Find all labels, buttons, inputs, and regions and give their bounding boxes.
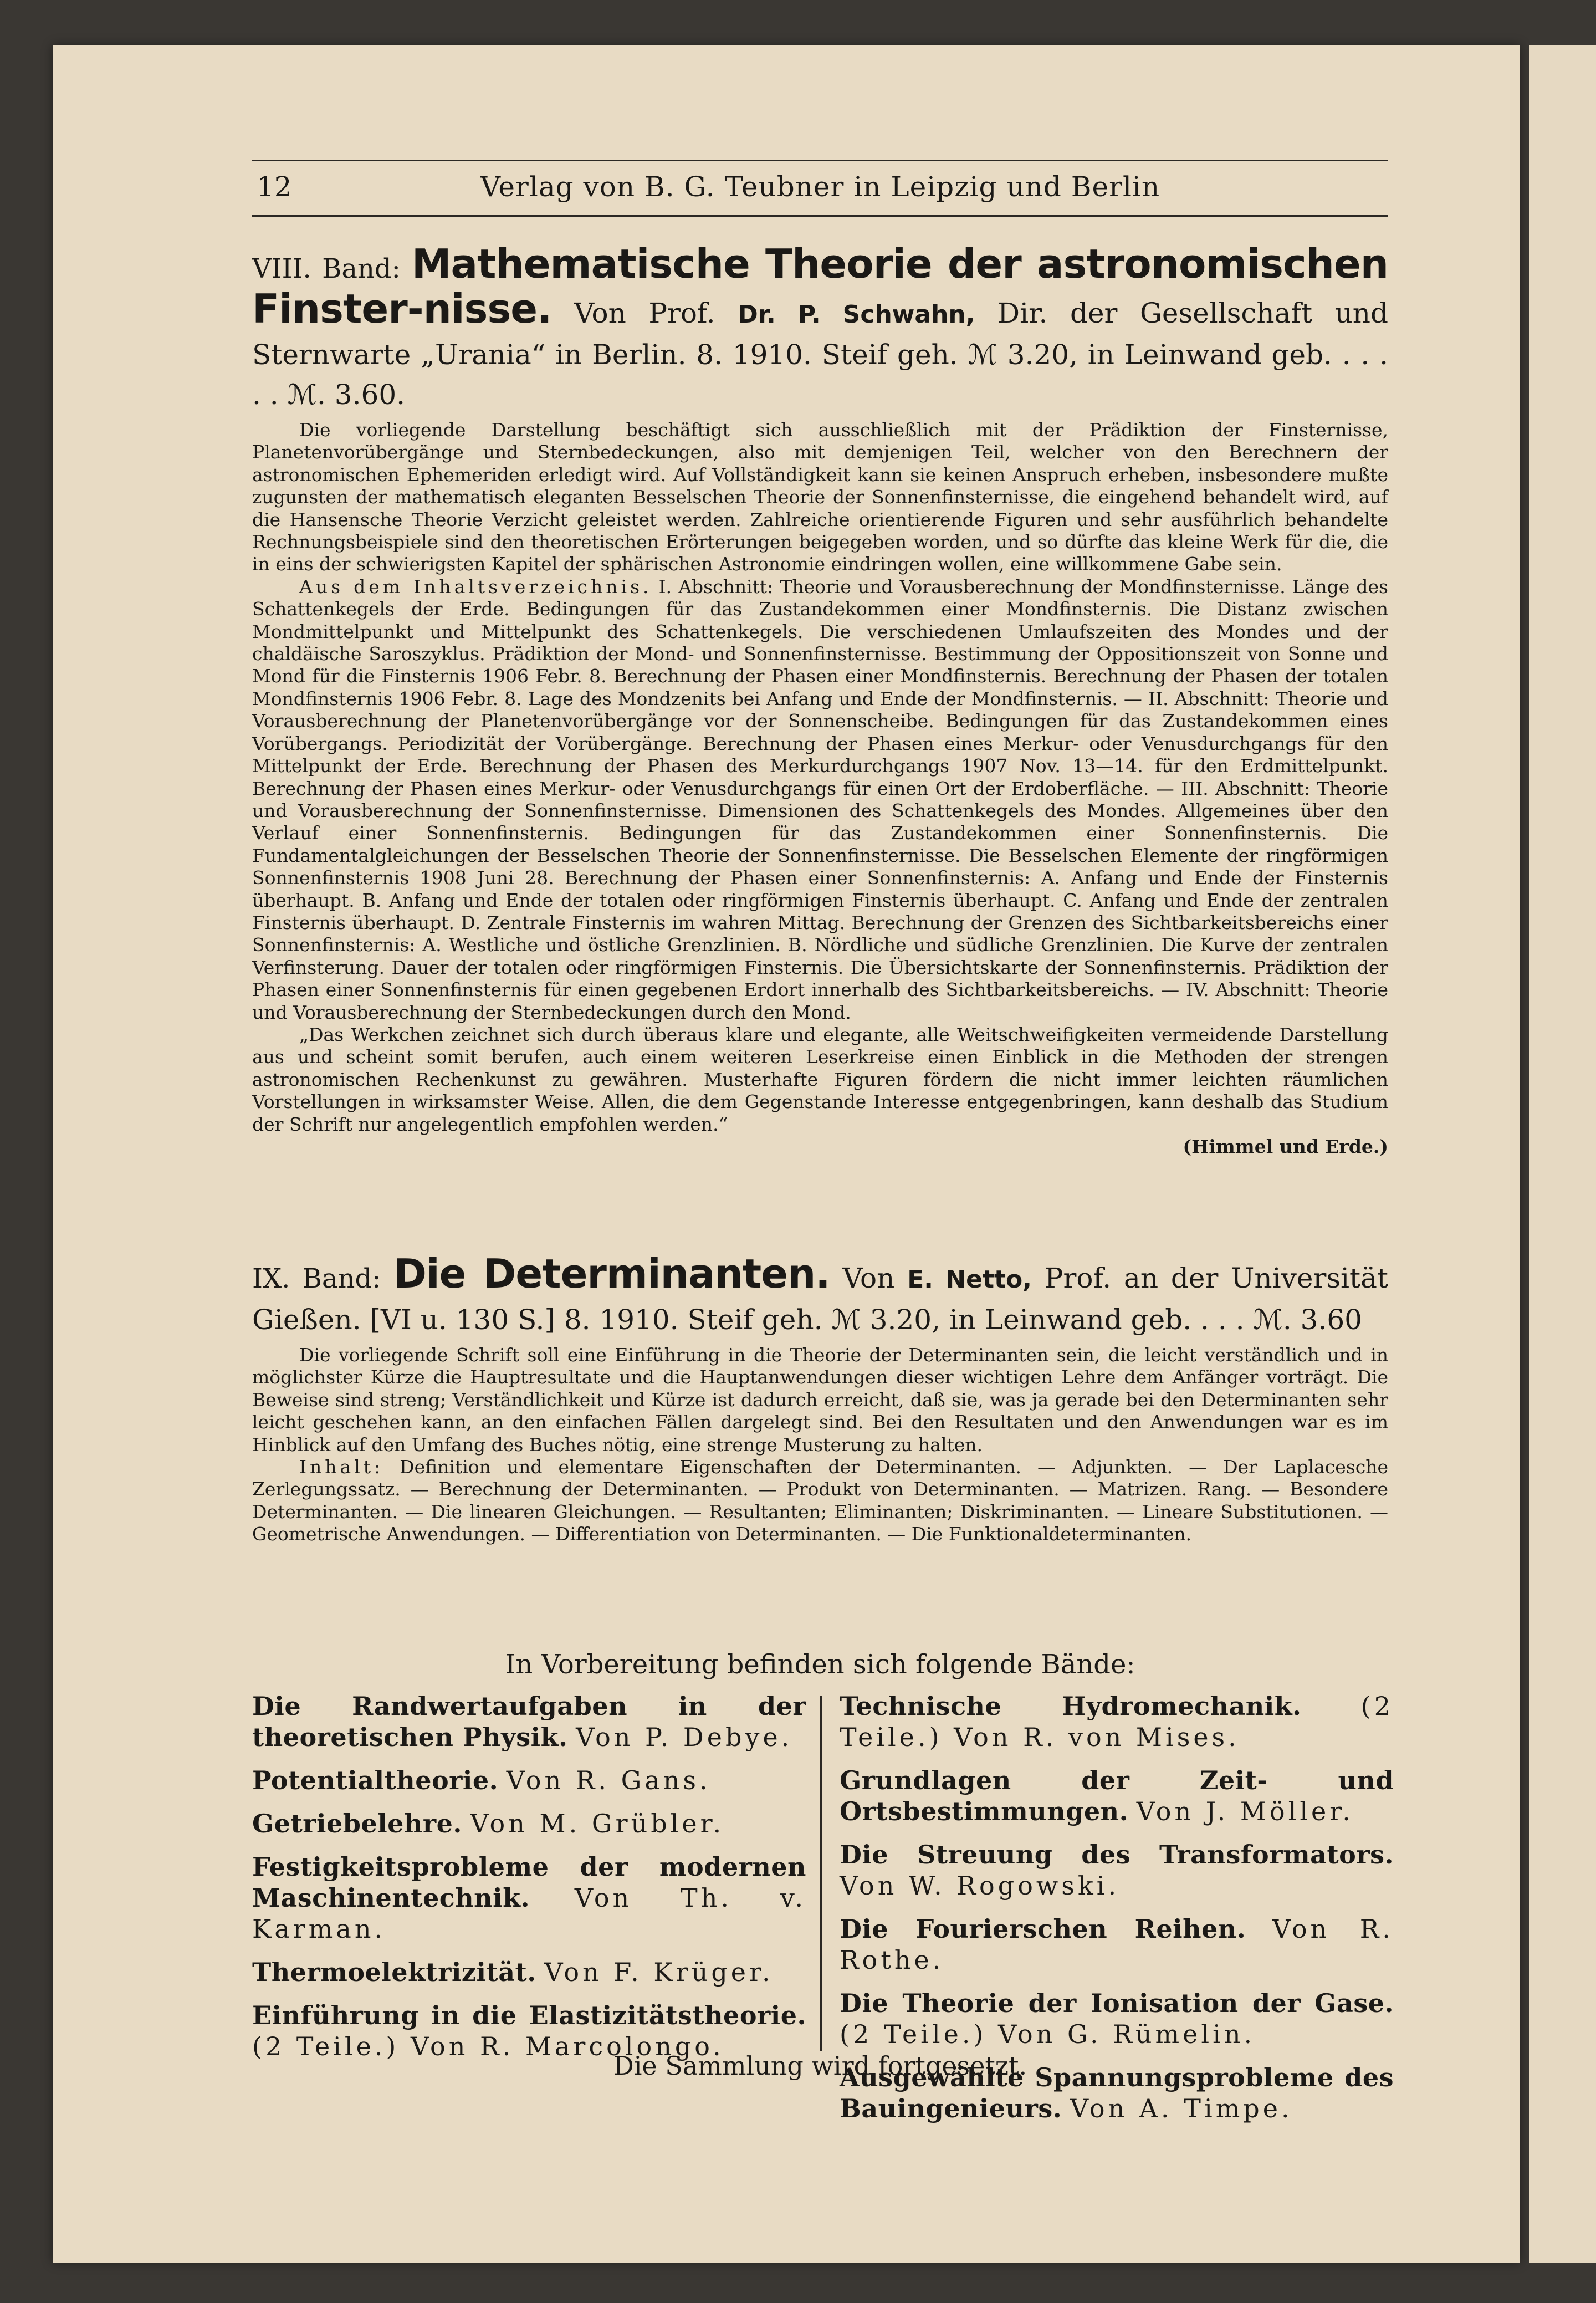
prep-item	[252, 1808, 806, 1839]
next-page-edge	[1530, 45, 1596, 2263]
volume-8-contents-label: Aus dem Inhaltsverzeichnis.	[299, 575, 652, 598]
prep-item-author: Von R. Gans.	[506, 1765, 711, 1795]
volume-9-contents	[252, 1456, 1388, 1546]
volume-8-by: Von Prof.	[574, 297, 715, 329]
volume-9-entry	[252, 1250, 1388, 1546]
volume-8-heading	[252, 241, 1388, 415]
prep-item-title: Technische Hydromechanik.	[840, 1691, 1302, 1721]
prep-item	[840, 1913, 1394, 1975]
prep-item-title: Getriebelehre.	[252, 1809, 462, 1839]
prep-item-title: Ausgewählte Spannungsprobleme des Bauingenieurs.	[840, 2062, 1394, 2123]
volume-8-quote-source: (Himmel und Erde.)	[1183, 1136, 1388, 1157]
volume-8-description: Die vorliegende Darstellung beschäftigt sich ausschließlich mit der Prädiktion der Finsternisse, Planetenvorübergänge und Sternbedeckungen, also mit demjenigen Teil, welcher von den Berechnern der astronomischen Ephemeriden erledigt wird. Auf Vollständigkeit kann sie keinen Anspruch erheben, insbesondere mußte zugunsten der mathematisch eleganten Besselschen Theorie der Sonnenfinsternisse, die eingehend behandelt wird, auf die Hansensche Theorie Verzicht geleistet werden. Zahlreiche orientierende Figuren und sehr ausführlich behandelte Rechnungsbeispiele sind den theoretischen Erörterungen beigegeben worden, und so dürfte das kleine Werk für die, die in eins der schwierigsten Kapitel der sphärischen Astronomie eindringen wollen, eine willkommene Gabe sein.	[252, 419, 1388, 575]
prep-item	[840, 1839, 1394, 1901]
preparation-heading: In Vorbereitung befinden sich folgende Bände:	[505, 1649, 1135, 1680]
header-rule-bottom	[252, 215, 1388, 220]
volume-8-label: VIII. Band:	[252, 253, 401, 284]
publisher-line: Verlag von B. G. Teubner in Leipzig und Berlin	[480, 171, 1160, 203]
volume-8-meta: Dir. der Gesellschaft und Sternwarte „Urania“ in Berlin. 8. 1910. Steif geh. ℳ 3.20, in Leinwand geb. . . . . . ℳ. 3.60.	[252, 297, 1388, 411]
volume-9-description: Die vorliegende Schrift soll eine Einführung in die Theorie der Determinanten sein, die leicht verständlich und in möglichster Kürze die Hauptresultate und die Hauptanwendungen dieser wichtigen Lehre dem Anfänger vorträgt. Die Beweise sind streng; Verständlichkeit und Kürze ist dadurch erreicht, daß sie, was ja gerade bei den Determinanten sehr leicht geschehen kann, an den einfachen Fällen dargelegt sind. Bei den Resultaten und den Anwendungen war es im Hinblick auf den Umfang des Buches nötig, eine strenge Musterung zu halten.	[252, 1344, 1388, 1456]
volume-8-author: Dr. P. Schwahn,	[738, 300, 975, 329]
volume-9-contents-text: Definition und elementare Eigenschaften der Determinanten. — Adjunkten. — Der Laplacesche Zerlegungssatz. — Berechnung der Determinanten. — Produkt von Determinanten. — Matrizen. Rang. — Besondere Determinanten. — Die linearen Gleichungen. — Resultanten; Eliminanten; Diskriminanten. — Lineare Substitutionen. — Geometrische Anwendungen. — Differentiation von Determinanten. — Die Funktionaldeterminanten.	[252, 1456, 1388, 1545]
prep-item	[252, 1957, 806, 1988]
prep-item-author: Von R. Rothe.	[840, 1914, 1394, 1975]
preparation-left-column	[252, 1691, 806, 2074]
volume-9-meta: Prof. an der Universität Gießen. [VI u. 130 S.] 8. 1910. Steif geh. ℳ 3.20, in Leinwand geb. . . . ℳ. 3.60	[252, 1262, 1388, 1336]
volume-9-label: IX. Band:	[252, 1263, 381, 1294]
prep-item-author: (2 Teile.) Von G. Rümelin.	[840, 2019, 1256, 2049]
prep-item-author: Von J. Möller.	[1136, 1796, 1354, 1826]
volume-8-entry	[252, 241, 1388, 1158]
volume-9-title: Die Determinanten.	[393, 1250, 830, 1297]
prep-item-title: Die Randwertaufgaben in der theoretischen Physik.	[252, 1691, 806, 1752]
prep-item	[840, 1691, 1394, 1753]
column-divider	[820, 1696, 822, 2051]
volume-9-contents-label: Inhalt:	[299, 1456, 384, 1478]
prep-item-author: Von Th. v. Karman.	[252, 1883, 806, 1944]
prep-item-title: Die Streuung des Transformators.	[840, 1840, 1394, 1870]
prep-item	[840, 1988, 1394, 2050]
running-header	[252, 166, 1388, 211]
prep-item-title: Potentialtheorie.	[252, 1765, 499, 1795]
prep-item	[840, 1765, 1394, 1827]
prep-item-author: Von F. Krüger.	[544, 1957, 774, 1987]
volume-9-by: Von	[842, 1262, 895, 1294]
series-continued-note: Die Sammlung wird fortgesetzt.	[613, 2051, 1027, 2081]
prep-item-author: Von W. Rogowski.	[840, 1871, 1120, 1901]
volume-9-author: E. Netto,	[907, 1265, 1032, 1294]
prep-item	[252, 1851, 806, 1944]
volume-8-contents-text: I. Abschnitt: Theorie und Vorausberechnung der Mondfinsternisse. Länge des Schattenkegels der Erde. Bedingungen für das Zustandekommen einer Mondfinsternis. Die Distanz zwischen Mondmittelpunkt und Mittelpunkt des Schattenkegels. Die verschiedenen Umlaufszeiten des Mondes und der chaldäische Saroszyklus. Prädiktion der Mond- und Sonnenfinsternisse. Bestimmung der Oppositionszeit von Sonne und Mond für die Finsternis 1906 Febr. 8. Berechnung der Phasen einer Mondfinsternis. Berechnung der Phasen der totalen Mondfinsternis 1906 Febr. 8. Lage des Mondzenits bei Anfang und Ende der Mondfinsternis. — II. Abschnitt: Theorie und Vorausberechnung der Planetenvorübergänge vor der Sonnenscheibe. Bedingungen für das Zustandekommen eines Vorübergangs. Periodizität der Vorübergänge. Berechnung der Phasen eines Merkur- oder Venusdurchgangs für den Mittelpunkt der Erde. Berechnung der Phasen des Merkurdurchgangs 1907 Nov. 13—14. für den Erdmittelpunkt. Berechnung der Phasen eines Merkur- oder Venusdurchgangs für einen Ort der Erdoberfläche. — III. Abschnitt: Theorie und Vorausberechnung der Sonnenfinsternisse. Dimensionen des Schattenkegels des Mondes. Allgemeines über den Verlauf einer Sonnenfinsternis. Bedingungen für das Zustandekommen einer Sonnenfinsternis. Die Fundamentalgleichungen der Besselschen Theorie der Sonnenfinsternisse. Die Besselschen Elemente der ringförmigen Sonnenfinsternis 1908 Juni 28. Berechnung der Phasen einer Sonnenfinsternis: A. Anfang und Ende der Finsternis überhaupt. B. Anfang und Ende der totalen oder ringförmigen Finsternis überhaupt. C. Anfang und Ende der zentralen Finsternis überhaupt. D. Zentrale Finsternis im wahren Mittag. Berechnung der Grenzen des Sichtbarkeitsbereichs einer Sonnenfinsternis: A. Westliche und östliche Grenzlinien. B. Nördliche und südliche Grenzlinien. Die Kurve der zentralen Verfinsterung. Dauer der totalen oder ringförmigen Finsternis. Die Übersichtskarte der Sonnenfinsternis. Prädiktion der Phasen einer Sonnenfinsternis für einen gegebenen Erdort innerhalb des Sichtbarkeitsbereichs. — IV. Abschnitt: Theorie und Vorausberechnung der Sternbedeckungen durch den Mond.	[252, 575, 1388, 1023]
prep-item-title: Festigkeitsprobleme der modernen Maschinentechnik.	[252, 1852, 806, 1913]
volume-8-title: Mathematische Theorie der astronomischen Finster-nisse.	[252, 241, 1388, 332]
volume-8-review	[252, 1024, 1388, 1158]
prep-item-author: Von P. Debye.	[576, 1722, 793, 1752]
volume-8-quote: „Das Werkchen zeichnet sich durch überaus klare und elegante, alle Weitschweifigkeiten vermeidende Darstellung aus und scheint somit berufen, auch einem weiteren Leserkreise einen Einblick in die Methoden der strengen astronomischen Rechenkunst zu gewähren. Musterhafte Figuren fördern die nicht immer leichten räumlichen Vorstellungen in wirksamster Weise. Allen, die dem Gegenstande Interesse entgegenbringen, kann deshalb das Studium der Schrift nur angelegentlich empfohlen werden.“	[252, 1023, 1388, 1135]
prep-item	[252, 1765, 806, 1796]
prep-item-title: Grundlagen der Zeit- und Ortsbestimmungen.	[840, 1765, 1394, 1826]
prep-item-title: Die Fourierschen Reihen.	[840, 1914, 1246, 1944]
prep-item-author: (2 Teile.) Von R. Marcolongo.	[252, 2031, 724, 2061]
page-number: 12	[257, 171, 292, 203]
volume-8-contents	[252, 576, 1388, 1024]
prep-item-author: Von A. Timpe.	[1070, 2093, 1293, 2123]
volume-9-heading	[252, 1250, 1388, 1340]
prep-item-title: Die Theorie der Ionisation der Gase.	[840, 1988, 1394, 2018]
prep-item-author: Von M. Grübler.	[470, 1809, 725, 1839]
prep-item-title: Thermoelektrizität.	[252, 1957, 536, 1987]
prep-item-title: Einführung in die Elastizitätstheorie.	[252, 2000, 806, 2030]
header-rule-top	[252, 160, 1388, 161]
prep-item	[252, 1691, 806, 1753]
prep-item-author: (2 Teile.) Von R. von Mises.	[840, 1691, 1394, 1752]
